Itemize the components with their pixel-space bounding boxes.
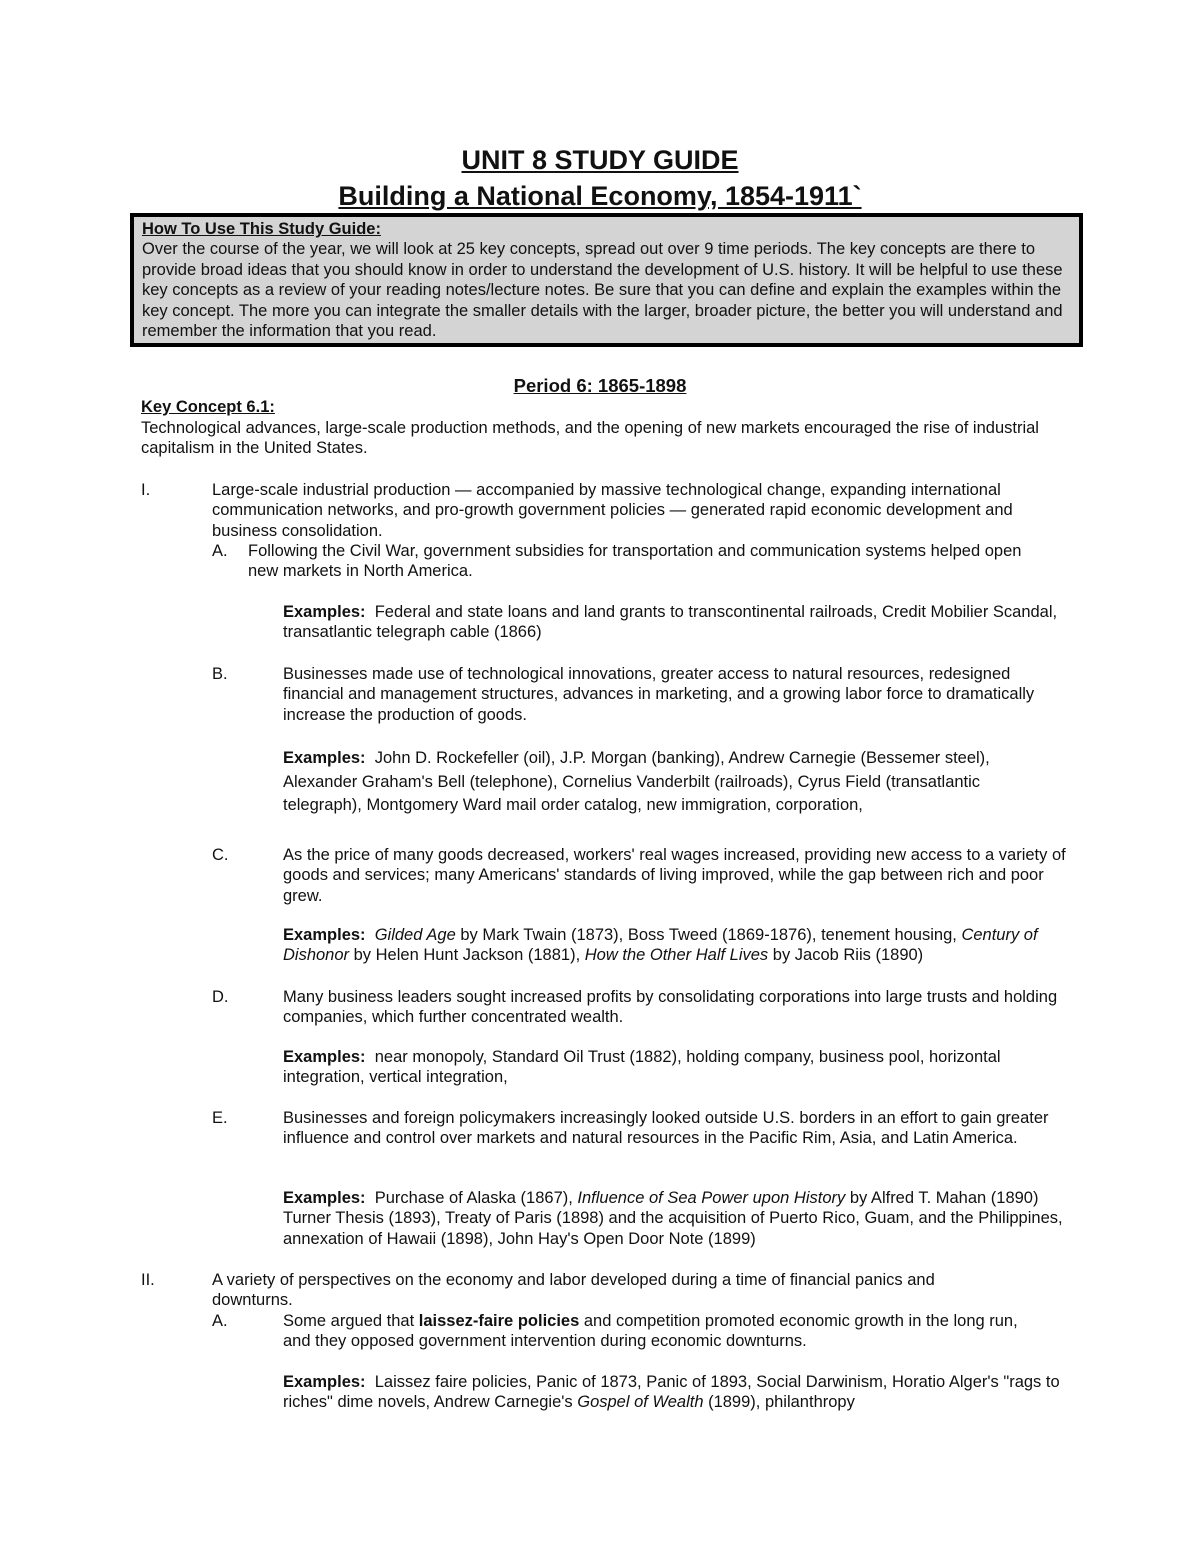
subsection-text-part: Some argued that bbox=[283, 1312, 419, 1330]
section-text: A variety of perspectives on the economy and labor developed during a time of financial panics and downturns. bbox=[212, 1271, 935, 1310]
examples-text: Federal and state loans and land grants to transcontinental railroads, Credit Mobilier Scandal, transatlantic telegraph cable (1866) bbox=[283, 603, 1058, 642]
examples-label: Examples: bbox=[283, 749, 366, 767]
how-to-heading: How To Use This Study Guide: bbox=[142, 220, 381, 238]
book-title: Century of Dishonor bbox=[283, 926, 1038, 965]
key-concept-heading: Key Concept 6.1: bbox=[141, 398, 275, 416]
subsection-text: Businesses made use of technological innovations, greater access to natural resources, redesigned financial and management structures, advances in marketing, and a growing labor force to dramatically increase the production of goods. bbox=[283, 665, 1035, 724]
examples-paragraph bbox=[283, 925, 1073, 966]
subsection-letter: E. bbox=[212, 1109, 228, 1127]
section-number: I. bbox=[141, 481, 151, 499]
key-concept-text: Technological advances, large-scale production methods, and the opening of new markets encouraged the rise of industrial capitalism in the United States. bbox=[141, 419, 1039, 458]
section-number: II. bbox=[141, 1271, 155, 1289]
examples-text: John D. Rockefeller (oil), J.P. Morgan (banking), Andrew Carnegie (Bessemer steel), Alexander Graham's Bell (telephone), Cornelius Vanderbilt (railroads), Cyrus Field (transatlantic telegraph), Montgomery Ward mail order catalog, new immigration, corporation, bbox=[283, 749, 990, 814]
examples-paragraph bbox=[283, 602, 1058, 643]
subsection-text: Businesses and foreign policymakers increasingly looked outside U.S. borders in an effort to gain greater influence and control over markets and natural resources in the Pacific Rim, Asia, and Latin America. bbox=[283, 1109, 1049, 1148]
subsection-text: Many business leaders sought increased profits by consolidating corporations into large trusts and holding companies, which further concentrated wealth. bbox=[283, 988, 1058, 1027]
subsection-text bbox=[283, 1311, 1043, 1352]
page-title: UNIT 8 STUDY GUIDE bbox=[461, 145, 739, 175]
examples-text: by Jacob Riis (1890) bbox=[768, 946, 924, 965]
subsection-letter: D. bbox=[212, 988, 229, 1006]
subsection-letter: A. bbox=[212, 1312, 228, 1330]
examples-text: (1899), philanthropy bbox=[703, 1393, 855, 1412]
subsection-letter: A. bbox=[212, 542, 228, 560]
book-title: Gilded Age bbox=[374, 926, 456, 944]
how-to-text: Over the course of the year, we will look at 25 key concepts, spread out over 9 time periods. The key concepts are there to provide broad ideas that you should know in order to understand the development of U.S. history. It will be helpful to use these key concepts as a review of your reading notes/lecture notes. Be sure that you can define and explain the examples within the key concept. The more you can integrate the smaller details with the larger, broader picture, the better you will understand and remember the information that you read. bbox=[142, 240, 1063, 341]
examples-paragraph bbox=[283, 1188, 1063, 1249]
period-heading: Period 6: 1865-1898 bbox=[513, 375, 687, 396]
examples-label: Examples: bbox=[283, 926, 366, 944]
examples-label: Examples: bbox=[283, 1189, 366, 1207]
key-term: laissez-faire policies bbox=[418, 1312, 580, 1330]
subsection-text-part: and competition promoted economic growth in the long run, and they opposed government intervention during economic downturns. bbox=[283, 1312, 1018, 1351]
examples-label: Examples: bbox=[283, 603, 366, 621]
how-to-box bbox=[130, 213, 1083, 347]
examples-text: Laissez faire policies, Panic of 1873, Panic of 1893, Social Darwinism, Horatio Alger's "rags to riches" dime novels, Andrew Carnegie's bbox=[283, 1373, 1060, 1412]
subsection-text: As the price of many goods decreased, workers' real wages increased, providing new access to a variety of goods and services; many Americans' standards of living improved, while the gap between rich and poor grew. bbox=[283, 846, 1066, 905]
examples-text: by Helen Hunt Jackson (1881), bbox=[349, 946, 585, 965]
book-title: Influence of Sea Power upon History bbox=[577, 1189, 846, 1207]
examples-text: Purchase of Alaska (1867), bbox=[374, 1189, 578, 1207]
examples-label: Examples: bbox=[283, 1048, 366, 1066]
examples-label: Examples: bbox=[283, 1373, 366, 1391]
book-title: Gospel of Wealth bbox=[577, 1393, 704, 1412]
examples-paragraph bbox=[283, 1047, 1063, 1088]
book-title: How the Other Half Lives bbox=[584, 946, 769, 965]
subsection-text: Following the Civil War, government subsidies for transportation and communication systems helped open new markets in North America. bbox=[248, 542, 1022, 581]
examples-text: by Alfred T. Mahan (1890) Turner Thesis (1893), Treaty of Paris (1898) and the acquisition of Puerto Rico, Guam, and the Philippines, annexation of Hawaii (1898), John Hay's Open Door Note (1899) bbox=[283, 1189, 1063, 1248]
examples-text: by Mark Twain (1873), Boss Tweed (1869-1876), tenement housing, bbox=[455, 926, 962, 944]
subsection-letter: B. bbox=[212, 665, 228, 683]
examples-text: near monopoly, Standard Oil Trust (1882), holding company, business pool, horizontal integration, vertical integration, bbox=[283, 1048, 1001, 1087]
examples-paragraph bbox=[283, 1372, 1063, 1413]
section-text: Large-scale industrial production — accompanied by massive technological change, expanding international communication networks, and pro-growth government policies — generated rapid economic development and business consolidation. bbox=[212, 481, 1013, 540]
examples-paragraph bbox=[283, 747, 1058, 818]
page-subtitle: Building a National Economy, 1854-1911` bbox=[338, 181, 862, 211]
subsection-letter: C. bbox=[212, 846, 229, 864]
